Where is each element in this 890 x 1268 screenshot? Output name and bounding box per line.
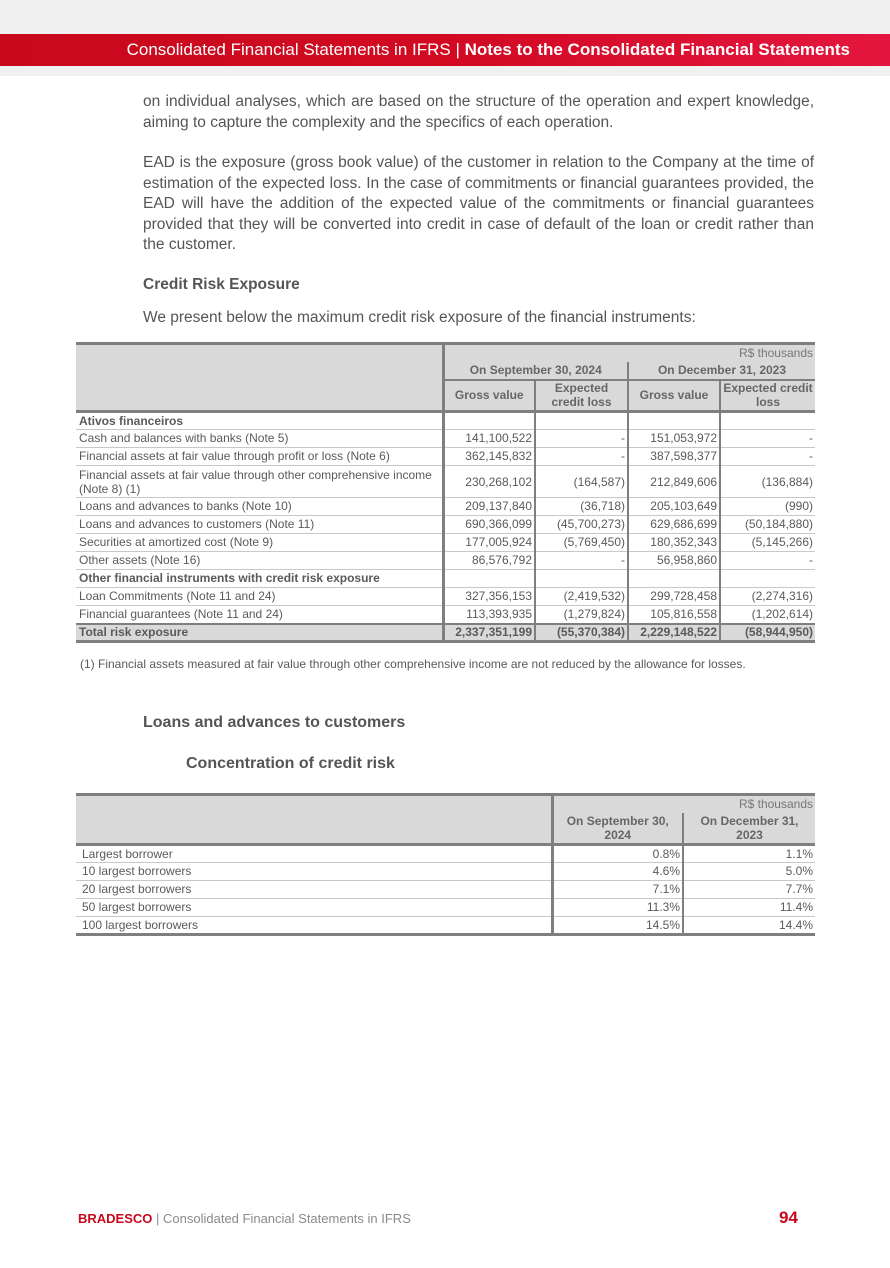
table-row (76, 448, 815, 466)
col-gross-value-2023: Gross value (628, 380, 720, 412)
gross-2023: 299,728,458 (628, 588, 720, 606)
header-underline-strip (0, 66, 890, 76)
group-row-other-instruments (76, 570, 815, 588)
gross-2023: 56,958,860 (628, 552, 720, 570)
gross-2023: 212,849,606 (628, 466, 720, 498)
table-footnote: (1) Financial assets measured at fair value through other comprehensive income are not reduced by the allowance for losses. (80, 657, 746, 671)
gross-2024: 209,137,840 (443, 498, 535, 516)
ecl-2023: (136,884) (720, 466, 815, 498)
value-2024: 0.8% (552, 845, 683, 863)
gross-2024: 327,356,153 (443, 588, 535, 606)
ecl-2024: (2,419,532) (535, 588, 628, 606)
period-header-2023: On December 31, 2023 (628, 362, 815, 380)
header-blank-cell (76, 344, 443, 412)
paragraph-ead: EAD is the exposure (gross book value) of the customer in relation to the Company at the time of estimation of the expected loss. In the case of commitments or financial guarantees provided, the EAD will have the addition of the expected value of the commitments or financial guarantees provided that they will be converted into credit in case of default of the loan or credit rather than the customer. (143, 154, 814, 253)
value-2024: 7.1% (552, 881, 683, 899)
table-row (76, 588, 815, 606)
ecl-2024: - (535, 552, 628, 570)
ecl-2024: (36,718) (535, 498, 628, 516)
group-label: Other financial instruments with credit risk exposure (76, 570, 443, 588)
value-2023: 7.7% (683, 881, 815, 899)
total-ecl-2024: (55,370,384) (535, 624, 628, 642)
col-ecl-2023: Expected credit loss (720, 380, 815, 412)
gross-2023: 629,686,699 (628, 516, 720, 534)
ecl-2023: (2,274,316) (720, 588, 815, 606)
ecl-2023: (50,184,880) (720, 516, 815, 534)
value-2023: 11.4% (683, 899, 815, 917)
top-margin (0, 0, 890, 34)
ecl-2023: - (720, 448, 815, 466)
gross-2024: 362,145,832 (443, 448, 535, 466)
concentration-table (76, 793, 815, 936)
ecl-2023: (990) (720, 498, 815, 516)
row-label: Financial assets at fair value through profit or loss (Note 6) (76, 448, 443, 466)
table-row (76, 466, 815, 498)
value-2024: 11.3% (552, 899, 683, 917)
table-header-unit-row (76, 795, 815, 813)
table-row (76, 552, 815, 570)
credit-risk-exposure-table (76, 342, 815, 643)
ecl-2023: - (720, 430, 815, 448)
ecl-2024: - (535, 448, 628, 466)
total-gross-2024: 2,337,351,199 (443, 624, 535, 642)
table-header-unit-row (76, 344, 815, 362)
heading-concentration: Concentration of credit risk (186, 755, 395, 772)
table-row (76, 516, 815, 534)
page-header-band (0, 34, 890, 66)
row-label: 50 largest borrowers (76, 899, 552, 917)
footer-title: Consolidated Financial Statements in IFRS (163, 1211, 411, 1226)
row-label: 100 largest borrowers (82, 917, 199, 932)
value-2023: 5.0% (683, 863, 815, 881)
ecl-2024: - (535, 430, 628, 448)
total-label: Total risk exposure (76, 624, 443, 642)
row-label: Financial guarantees (Note 11 and 24) (76, 606, 443, 624)
value-2023: 14.4% (683, 917, 815, 935)
gross-2024: 690,366,099 (443, 516, 535, 534)
ecl-2024: (45,700,273) (535, 516, 628, 534)
table-row (76, 430, 815, 448)
col-ecl-2024: Expected credit loss (535, 380, 628, 412)
gross-2024: 86,576,792 (443, 552, 535, 570)
table-row (76, 881, 815, 899)
row-label: Cash and balances with banks (Note 5) (76, 430, 443, 448)
total-row (76, 624, 815, 642)
unit-label: R$ thousands (443, 344, 815, 362)
table-row (76, 863, 815, 881)
table-row (76, 845, 815, 863)
page-footer (78, 1211, 411, 1226)
row-label: 10 largest borrowers (76, 863, 552, 881)
gross-2023: 205,103,649 (628, 498, 720, 516)
gross-2023: 387,598,377 (628, 448, 720, 466)
col-sep-2024: On September 30, 2024 (552, 813, 683, 845)
total-ecl-2023: (58,944,950) (720, 624, 815, 642)
heading-credit-risk-exposure: Credit Risk Exposure (143, 276, 300, 293)
gross-2023: 151,053,972 (628, 430, 720, 448)
row-label: 20 largest borrowers (76, 881, 552, 899)
footer-separator: | (152, 1211, 164, 1226)
value-2023: 1.1% (683, 845, 815, 863)
unit-label: R$ thousands (552, 795, 815, 813)
header-blank-cell (76, 795, 552, 845)
row-label: Loan Commitments (Note 11 and 24) (76, 588, 443, 606)
group-row-financial-assets (76, 412, 815, 430)
gross-2024: 141,100,522 (443, 430, 535, 448)
brand-logo-text: BRADESCO (78, 1211, 153, 1226)
ecl-2024: (164,587) (535, 466, 628, 498)
value-2024: 4.6% (552, 863, 683, 881)
page-number: 94 (779, 1208, 798, 1227)
header-separator: | (450, 40, 465, 59)
heading-loans-advances: Loans and advances to customers (143, 714, 406, 731)
header-section: Consolidated Financial Statements in IFRS (126, 40, 451, 59)
value-2024: 14.5% (552, 917, 683, 935)
table-row (76, 899, 815, 917)
gross-2023: 180,352,343 (628, 534, 720, 552)
ecl-2024: (1,279,824) (535, 606, 628, 624)
ecl-2023: (5,145,266) (720, 534, 815, 552)
table-row (76, 534, 815, 552)
paragraph-individual-analyses: on individual analyses, which are based on the structure of the operation and expert knowledge, aiming to capture the complexity and the specifics of each operation. (143, 93, 814, 131)
col-gross-value-2024: Gross value (443, 380, 535, 412)
table-row (76, 498, 815, 516)
total-gross-2023: 2,229,148,522 (628, 624, 720, 642)
group-label: Ativos financeiros (76, 412, 443, 430)
gross-2023: 105,816,558 (628, 606, 720, 624)
gross-2024: 177,005,924 (443, 534, 535, 552)
gross-2024: 230,268,102 (443, 466, 535, 498)
col-dec-2023: On December 31, 2023 (683, 813, 815, 845)
table-row (76, 606, 815, 624)
row-label: Largest borrower (76, 845, 552, 863)
row-label: Other assets (Note 16) (76, 552, 443, 570)
ecl-2024: (5,769,450) (535, 534, 628, 552)
ecl-2023: - (720, 552, 815, 570)
row-label: Loans and advances to customers (Note 11) (76, 516, 443, 534)
intro-credit-risk: We present below the maximum credit risk exposure of the financial instruments: (143, 309, 696, 326)
gross-2024: 113,393,935 (443, 606, 535, 624)
ecl-2023: (1,202,614) (720, 606, 815, 624)
period-header-2024: On September 30, 2024 (443, 362, 628, 380)
table-row (76, 917, 815, 935)
header-subsection: Notes to the Consolidated Financial Statements (464, 40, 850, 59)
row-label: Financial assets at fair value through other comprehensive income (Note 8) (1) (76, 466, 443, 498)
row-label: Loans and advances to banks (Note 10) (76, 498, 443, 516)
row-label: Securities at amortized cost (Note 9) (76, 534, 443, 552)
